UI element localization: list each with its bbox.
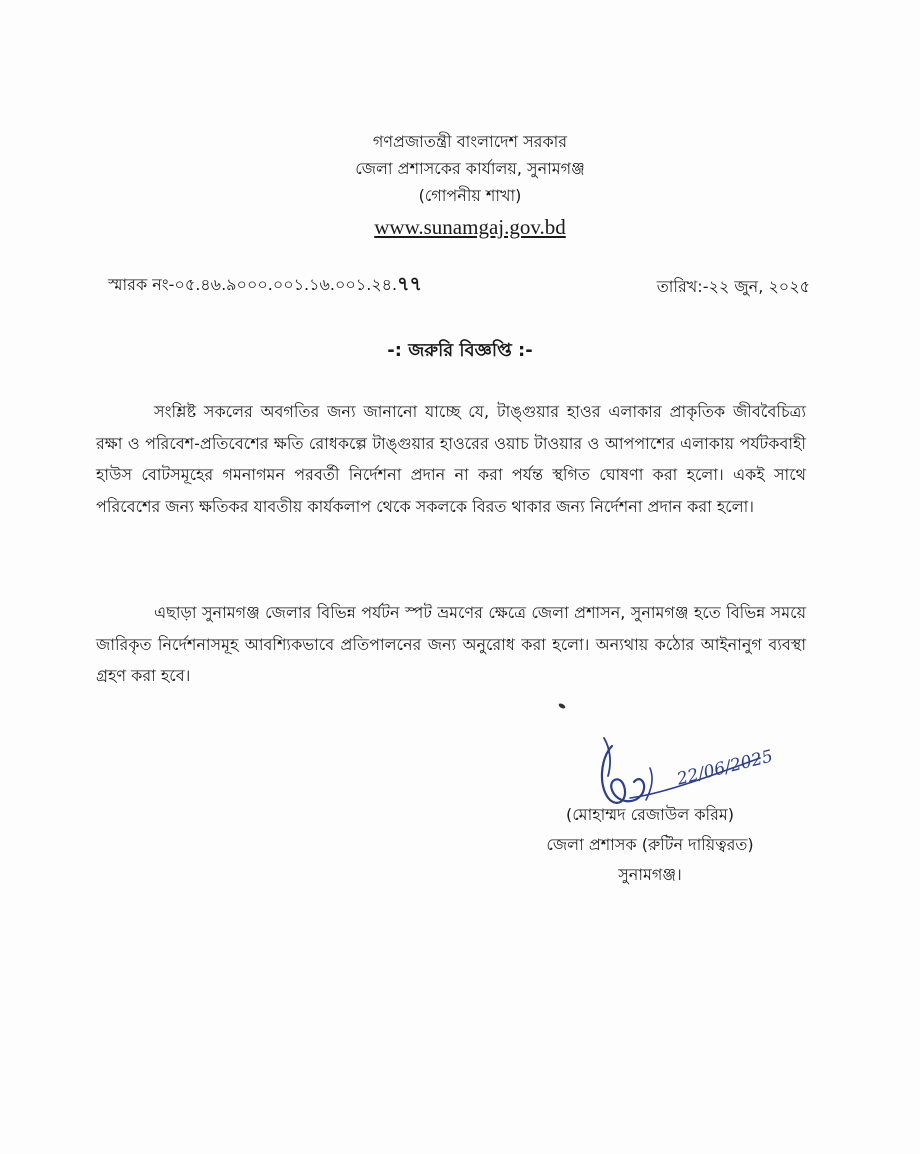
signatory-block — [520, 800, 780, 890]
ink-mark — [558, 702, 566, 709]
memo-handwritten-number: ৭৭ — [397, 273, 422, 295]
signatory-designation: জেলা প্রশাসক (রুটিন দায়িত্বরত) — [546, 835, 754, 854]
notice-title: -: জরুরি বিজ্ঞপ্তি :- — [387, 340, 533, 361]
signatory-name: (মোহাম্মদ রেজাউল করিম) — [565, 805, 735, 824]
government-name: গণপ্রজাতন্ত্রী বাংলাদেশ সরকার — [372, 132, 568, 151]
issue-date: তারিখ:-২২ জুন, ২০২৫ — [656, 277, 810, 296]
section-name: (গোপনীয় শাখা) — [418, 186, 522, 205]
website-link[interactable]: www.sunamgaj.gov.bd — [374, 215, 566, 239]
memo-prefix: স্মারক নং-০৫.৪৬.৯০০০.০০১.১৬.০০১.২৪. — [108, 275, 398, 294]
signatory-location: সুনামগঞ্জ। — [618, 865, 682, 884]
paragraph-1: সংশ্লিষ্ট সকলের অবগতির জন্য জানানো যাচ্ছে যে, টাঙ্গুয়ার হাওর এলাকার প্রাকৃতিক জীববৈচিত্র্য রক্ষা ও পরিবেশ-প্রতিবেশের ক্ষতি রোধকল্পে টাঙ্গুয়ার হাওরের ওয়াচ টাওয়ার ও আপপাশের এলাকায় পর্যটকবাহী হাউস বোটসমূহের গমনাগমন পরবর্তী নির্দেশনা প্রদান না করা পর্যন্ত স্থগিত ঘোষণা করা হলো। একই সাথে পরিবেশের জন্য ক্ষতিকর যাবতীয় কার্যকলাপ থেকে সকলকে বিরত থাকার জন্য নির্দেশনা প্রদান করা হলো। — [96, 402, 806, 516]
signature-date: 22/06/2025 — [675, 746, 775, 790]
letterhead — [300, 128, 640, 243]
memo-number — [108, 270, 422, 302]
office-name: জেলা প্রশাসকের কার্যালয়, সুনামগঞ্জ — [355, 159, 585, 178]
paragraph-2: এছাড়া সুনামগঞ্জ জেলার বিভিন্ন পর্যটন স্পট ভ্রমণের ক্ষেত্রে জেলা প্রশাসন, সুনামগঞ্জ হতে বিভিন্ন সময়ে জারিকৃত নির্দেশনাসমূহ আবশ্যিকভাবে প্রতিপালনের জন্য অনুরোধ করা হলো। অন্যথায় কঠোর আইনানুগ ব্যবস্থা গ্রহণ করা হবে। — [96, 603, 806, 685]
